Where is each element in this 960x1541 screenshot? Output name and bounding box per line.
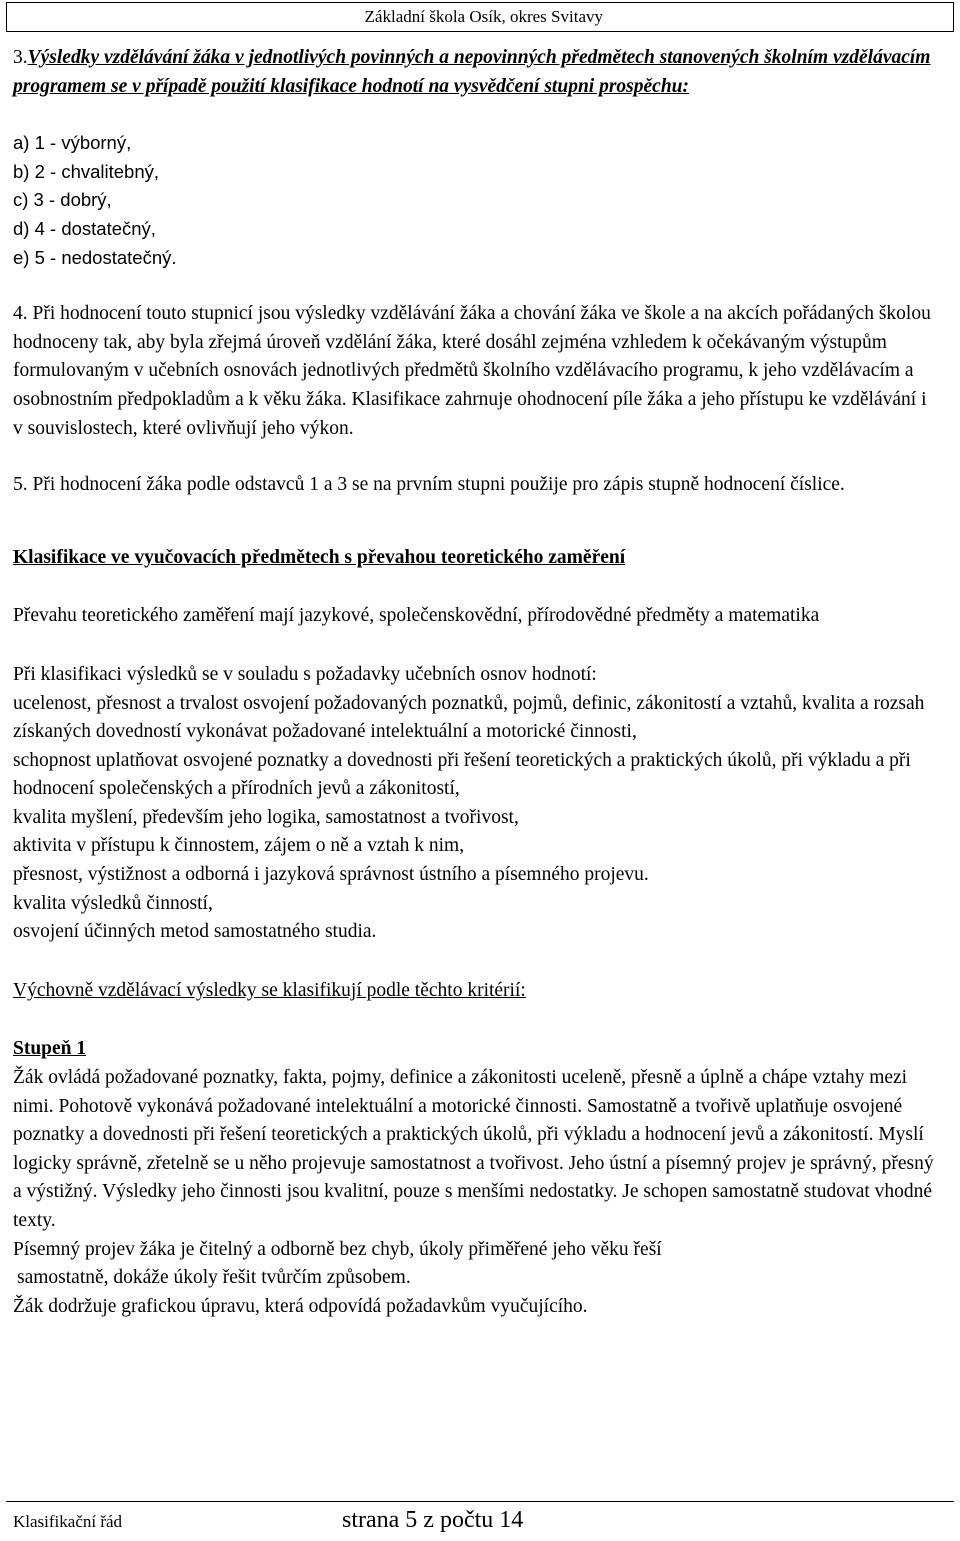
- section-3-heading: 3.Výsledky vzdělávání žáka v jednotlivých povinných a nepovinných předmětech stanovených školním vzdělávacím programem se v případě použití klasifikace hodnotí na vysvědčení stupni prospěchu:: [13, 47, 931, 97]
- grade-b: b) 2 - chvalitebný,: [13, 160, 160, 182]
- criteria-lead: Při klasifikaci výsledků se v souladu s požadavky učebních osnov hodnotí:: [13, 663, 597, 685]
- section-4-paragraph: 4. Při hodnocení touto stupnicí jsou výsledky vzdělávání žáka a chování žáka ve škole a na akcích pořádaných školou hodnoceny tak, aby byla zřejmá úroveň vzdělání žáka, které dosáhl zejména vzhledem k očekávaným výstupům formulovaným v učebních osnovách jednotlivých předmětů školního vzdělávacího programu, k jeho vzdělávacím a osobnostním předpokladům a k věku žáka. Klasifikace zahrnuje ohodnocení píle žáka a jeho přístupu ke vzdělávání i v souvislostech, které ovlivňují jeho výkon.: [13, 303, 931, 439]
- grade-c: c) 3 - dobrý,: [13, 189, 112, 211]
- document-body: [13, 44, 938, 1321]
- criterion-5: přesnost, výstižnost a odborná i jazyková správnost ústního a písemného projevu.: [13, 864, 649, 886]
- stupen-1-title: Stupeň 1: [13, 1038, 87, 1060]
- school-name: Základní škola Osík, okres Svitavy: [364, 7, 603, 26]
- grade-a: a) 1 - výborný,: [13, 132, 132, 154]
- outcomes-title: Výchovně vzdělávací výsledky se klasifikují podle těchto kritérií:: [13, 979, 526, 1001]
- stupen-1-line-3: samostatně, dokáže úkoly řešit tvůrčím způsobem.: [17, 1267, 411, 1289]
- criterion-7: osvojení účinných metod samostatného studia.: [13, 921, 377, 943]
- criterion-1: ucelenost, přesnost a trvalost osvojení požadovaných poznatků, pojmů, definic, zákonitostí a vztahů, kvalita a rozsah získaných dovedností vykonávat požadované intelektuální a motorické činnosti,: [13, 692, 925, 743]
- footer-doc-title: Klasifikační řád: [13, 1512, 123, 1531]
- grade-d: d) 4 - dostatečný,: [13, 217, 156, 239]
- klasifikace-title: Klasifikace ve vyučovacích předmětech s převahou teoretického zaměření: [13, 546, 626, 568]
- stupen-1-text: Žák ovládá požadované poznatky, fakta, pojmy, definice a zákonitosti uceleně, přesně a úplně a chápe vztahy mezi nimi. Pohotově vykonává požadované intelektuální a motorické činnosti. Samostatně a tvořivě uplatňuje osvojené poznatky a dovednosti při řešení teoretických a praktických úkolů, při výkladu a hodnocení jevů a zákonitostí. Myslí logicky správně, zřetelně se u něho projevuje samostatnost a tvořivost. Jeho ústní a písemný projev je správný, přesný a výstižný. Výsledky jeho činnosti jsou kvalitní, pouze s menšími nedostatky. Je schopen samostatně studovat vhodné texty.: [13, 1067, 934, 1231]
- klasifikace-intro: Převahu teoretického zaměření mají jazykové, společenskovědní, přírodovědné předměty a matematika: [13, 605, 820, 627]
- page-header: [6, 2, 954, 32]
- criterion-3: kvalita myšlení, především jeho logika, samostatnost a tvořivost,: [13, 806, 519, 828]
- criterion-6: kvalita výsledků činností,: [13, 892, 213, 914]
- criterion-4: aktivita v přístupu k činnostem, zájem o ně a vztah k nim,: [13, 835, 465, 857]
- footer-page-number: strana 5 z počtu 14: [342, 1507, 524, 1533]
- criterion-2: schopnost uplatňovat osvojené poznatky a dovednosti při řešení teoretických a praktických úkolů, při výkladu a při hodnocení společenských a přírodních jevů a zákonitostí,: [13, 749, 911, 800]
- stupen-1-line-2: Písemný projev žáka je čitelný a odborně bez chyb, úkoly přiměřené jeho věku řeší: [13, 1238, 662, 1260]
- stupen-1-line-4: Žák dodržuje grafickou úpravu, která odpovídá požadavkům vyučujícího.: [13, 1295, 588, 1317]
- grade-e: e) 5 - nedostatečný.: [13, 246, 177, 268]
- page-footer: [6, 1501, 954, 1537]
- section-3-title: Výsledky vzdělávání žáka v jednotlivých povinných a nepovinných předmětech stanovených školním vzdělávacím programem se v případě použití klasifikace hodnotí na vysvědčení stupni prospěchu:: [13, 47, 931, 97]
- section-5-paragraph: 5. Při hodnocení žáka podle odstavců 1 a 3 se na prvním stupni použije pro zápis stupně hodnocení číslice.: [13, 474, 845, 496]
